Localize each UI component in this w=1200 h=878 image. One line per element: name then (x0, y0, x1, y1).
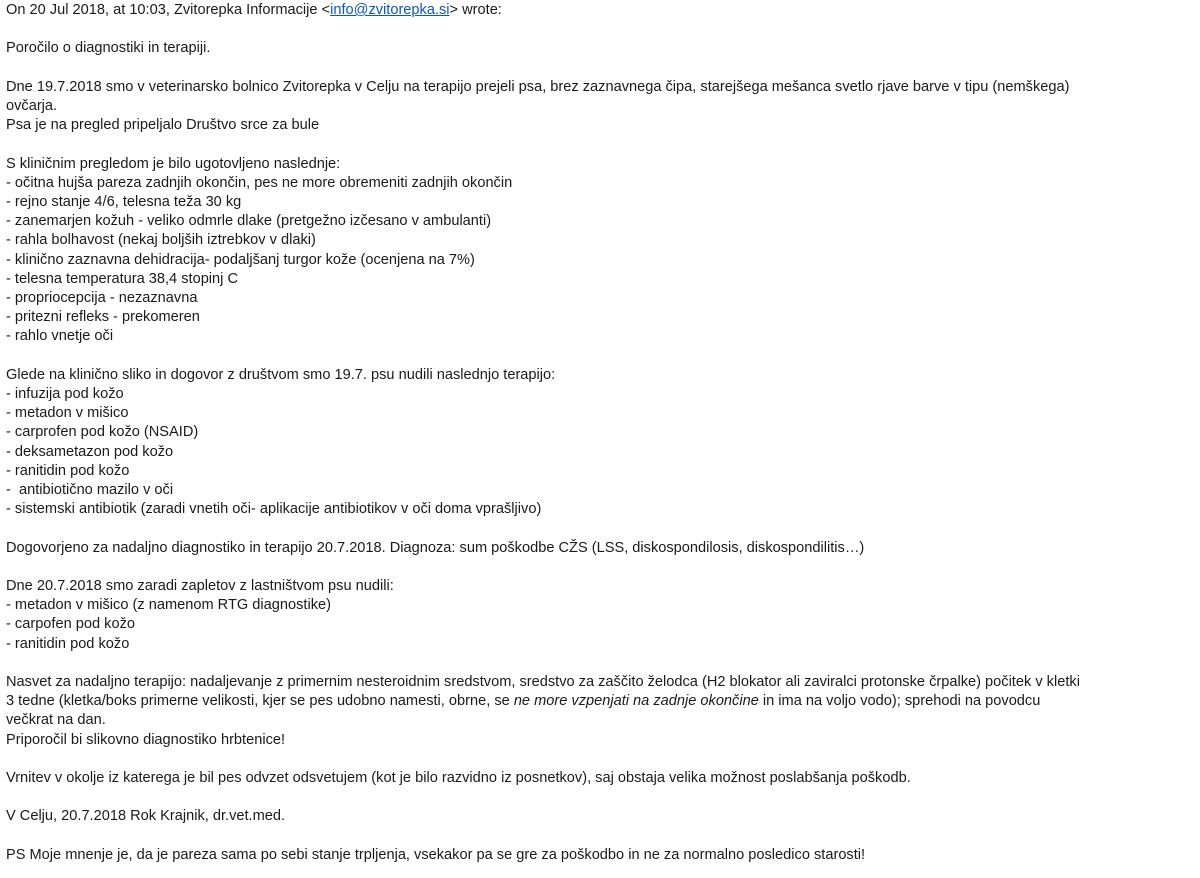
quote-header-suffix: > wrote: (449, 2, 502, 18)
therapy1-heading: Glede na klinično sliko in dogovor z društvom smo 19.7. psu nudili naslednjo terapijo: (6, 366, 556, 383)
spacer (6, 59, 1192, 78)
therapy2-heading: Dne 20.7.2018 smo zaradi zapletov z lastništvom psu nudili: (6, 578, 394, 594)
therapy1-item: - infuzija pod kožo (6, 386, 124, 402)
therapy1-item: - antibiotično mazilo v oči (6, 482, 174, 499)
therapy2-item: - carpofen pod kožo (6, 616, 135, 633)
spacer (6, 20, 1192, 39)
spacer (6, 788, 1192, 807)
spacer (6, 827, 1192, 846)
therapy1-item: - ranitidin pod kožo (6, 462, 130, 479)
spacer (6, 347, 1192, 366)
intro-line: ovčarja. (6, 97, 58, 114)
spacer (6, 558, 1192, 577)
advice-line: Nasvet za nadaljno terapijo: nadaljevanje z primernim nesteroidnim sredstvom, sredstvo za zaščito želodca (H2 blokator ali zaviralci protonske črpalke) počitek v kletki (6, 674, 1080, 690)
spacer (6, 654, 1192, 673)
exam-item: - rahla bolhavost (nekaj boljših iztrebkov v dlaki) (6, 232, 316, 249)
quote-header (6, 1, 1192, 20)
advice-line (6, 692, 1192, 711)
intro-line: Psa je na pregled pripeljalo Društvo srce za bule (6, 117, 320, 134)
advice-text: in ima na voljo vodo); sprehodi na povodcu (758, 693, 1041, 710)
spacer (6, 519, 1192, 538)
advice-line: večkrat na dan. (6, 712, 106, 729)
intro-line: Dne 19.7.2018 smo v veterinarsko bolnico Zvitorepka v Celju na terapijo prejeli psa, brez zaznavnega čipa, starejšega mešanca svetlo rjave barve v tipu (nemškega) (6, 78, 1070, 95)
agreed-line: Dogovorjeno za nadaljno diagnostiko in terapijo 20.7.2018. Diagnoza: sum poškodbe CŽS (LSS, diskospondilosis, diskospondilitis…) (6, 539, 865, 556)
exam-item: - zanemarjen kožuh - veliko odmrle dlake (pretgežno izčesano v ambulanti) (6, 213, 492, 230)
exam-item: - rejno stanje 4/6, telesna teža 30 kg (6, 193, 242, 210)
therapy1-item: - deksametazon pod kožo (6, 443, 174, 460)
signature: V Celju, 20.7.2018 Rok Krajnik, dr.vet.med. (6, 808, 286, 825)
sender-email-link[interactable]: info@zvitorepka.si (330, 2, 450, 18)
exam-item: - očitna hujša pareza zadnjih okončin, pes ne more obremeniti zadnjih okončin (6, 174, 513, 191)
exam-heading: S kliničnim pregledom je bilo ugotovljeno naslednje: (6, 155, 341, 172)
advice-line: Priporočil bi slikovno diagnostiko hrbtenice! (6, 731, 286, 748)
exam-item: - pritezni refleks - prekomeren (6, 309, 200, 326)
return-note: Vrnitev v okolje iz katerega je bil pes odvzet odsvetujem (kot je bilo razvidno iz posnetkov), saj obstaja velika možnost poslabšanja poškodb. (6, 770, 911, 786)
exam-item: - telesna temperatura 38,4 stopinj C (6, 270, 239, 287)
exam-item: - rahlo vnetje oči (6, 328, 114, 345)
therapy1-item: - sistemski antibiotik (zaradi vnetih oči- aplikacije antibiotikov v oči doma vprašljivo) (6, 501, 542, 518)
spacer (6, 750, 1192, 769)
exam-item: - klinično zaznavna dehidracija- podaljšanj turgor kože (ocenjena na 7%) (6, 251, 475, 268)
advice-text: 3 tedne (kletka/boks primerne velikosti, kjer se pes udobno namesti, obrne, se (6, 693, 514, 710)
report-title: Poročilo o diagnostiki in terapiji. (6, 40, 211, 57)
advice-italic-text: ne more vzpenjati na zadnje okončine (513, 693, 759, 710)
postscript: PS Moje mnenje je, da je pareza sama po sebi stanje trpljenja, vsekakor pa se gre za poškodbo in ne za normalno posledico starosti! (6, 846, 866, 863)
quote-header-prefix: On 20 Jul 2018, at 10:03, Zvitorepka Informacije < (6, 2, 331, 18)
therapy1-item: - carprofen pod kožo (NSAID) (6, 424, 199, 441)
therapy2-item: - ranitidin pod kožo (6, 635, 130, 652)
therapy2-item: - metadon v mišico (z namenom RTG diagnostike) (6, 597, 331, 614)
therapy1-item: - metadon v mišico (6, 405, 129, 422)
exam-item: - propriocepcija - nezaznavna (6, 290, 198, 306)
spacer (6, 135, 1192, 154)
